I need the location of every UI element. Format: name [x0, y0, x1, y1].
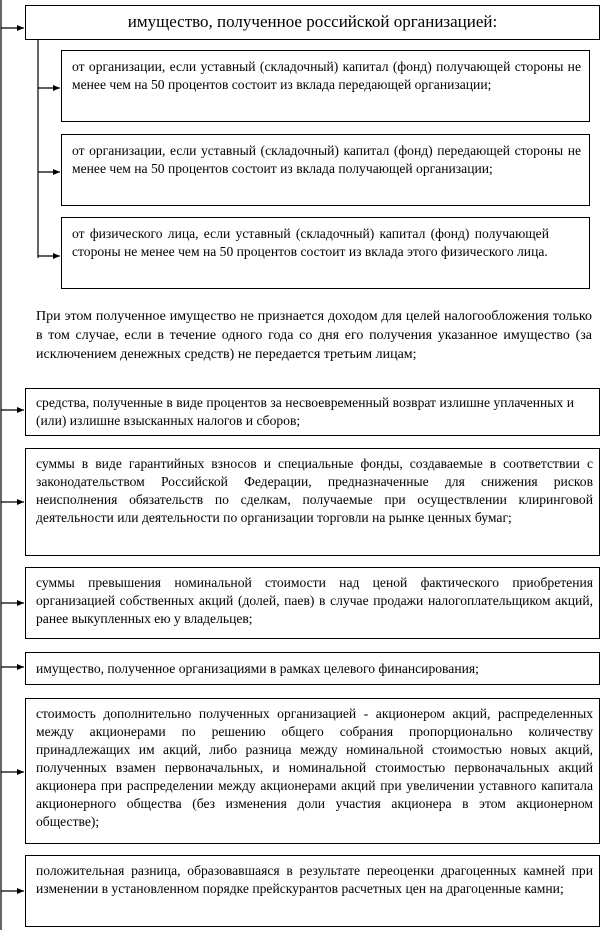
item-box-1	[25, 388, 600, 436]
sub-box-3	[61, 217, 590, 289]
item-text-4: имущество, полученное организациями в рамках целевого финансирования;	[36, 661, 479, 676]
item-text-6: положительная разница, образовавшаяся в результате переоценки драгоценных камней при изменении в установленном порядке прейскурантов расчетных цен на драгоценные камни;	[36, 863, 593, 896]
item-box-2	[25, 448, 600, 556]
item-text-1: средства, полученные в виде процентов за несвоевременный возврат излишне уплаченных и (или) излишне взысканных налогов и сборов;	[36, 395, 574, 428]
sub-item-text-1: от организации, если уставный (складочный) капитал (фонд) получающей стороны не менее чем на 50 процентов состоит из вклада передающей организации;	[72, 59, 581, 92]
item-box-3	[25, 567, 600, 639]
sub-box-1	[61, 50, 590, 122]
item-text-5: стоимость дополнительно полученных организацией - акционером акций, распределенных между акционерами по решению общего собрания пропорционально количеству принадлежащих им акций, либо разница между номинальной стоимостью новых акций, полученных взамен первоначальных, и номинальной стоимостью первоначальных акций акционера при распределении между акционерами акций при увеличении уставного капитала акционерного общества (без изменения доли участия акционера в этом акционерном обществе);	[36, 706, 593, 829]
sub-box-2	[61, 134, 590, 206]
header-box	[25, 5, 600, 40]
item-text-2: суммы в виде гарантийных взносов и специальные фонды, создаваемые в соответствии с законодательством Российской Федерации, предназначенные для снижения рисков неисполнения обязательств по сделкам, получаемые при осуществлении клиринговой деятельности или деятельности по организации торговли на рынке ценных бумаг;	[36, 456, 593, 525]
item-box-4	[25, 652, 600, 685]
item-box-5	[25, 698, 600, 844]
sub-item-text-3: от физического лица, если уставный (складочный) капитал (фонд) получающей стороны не менее чем на 50 процентов состоит из вклада этого физического лица.	[72, 226, 549, 259]
item-box-6	[25, 855, 600, 927]
header-title: имущество, полученное российской организацией:	[127, 12, 498, 31]
sub-item-text-2: от организации, если уставный (складочный) капитал (фонд) передающей стороны не менее чем на 50 процентов состоит из вклада получающей организации;	[72, 143, 581, 176]
note-paragraph: При этом полученное имущество не признается доходом для целей налогообложения только в том случае, если в течение одного года со дня его получения указанное имущество (за исключением денежных средств) не передается третьим лицам;	[36, 309, 592, 362]
item-text-3: суммы превышения номинальной стоимости над ценой фактического приобретения организацией собственных акций (долей, паев) в случае продажи налогоплательщиком акций, ранее выкупленных ею у владельцев;	[36, 575, 593, 626]
